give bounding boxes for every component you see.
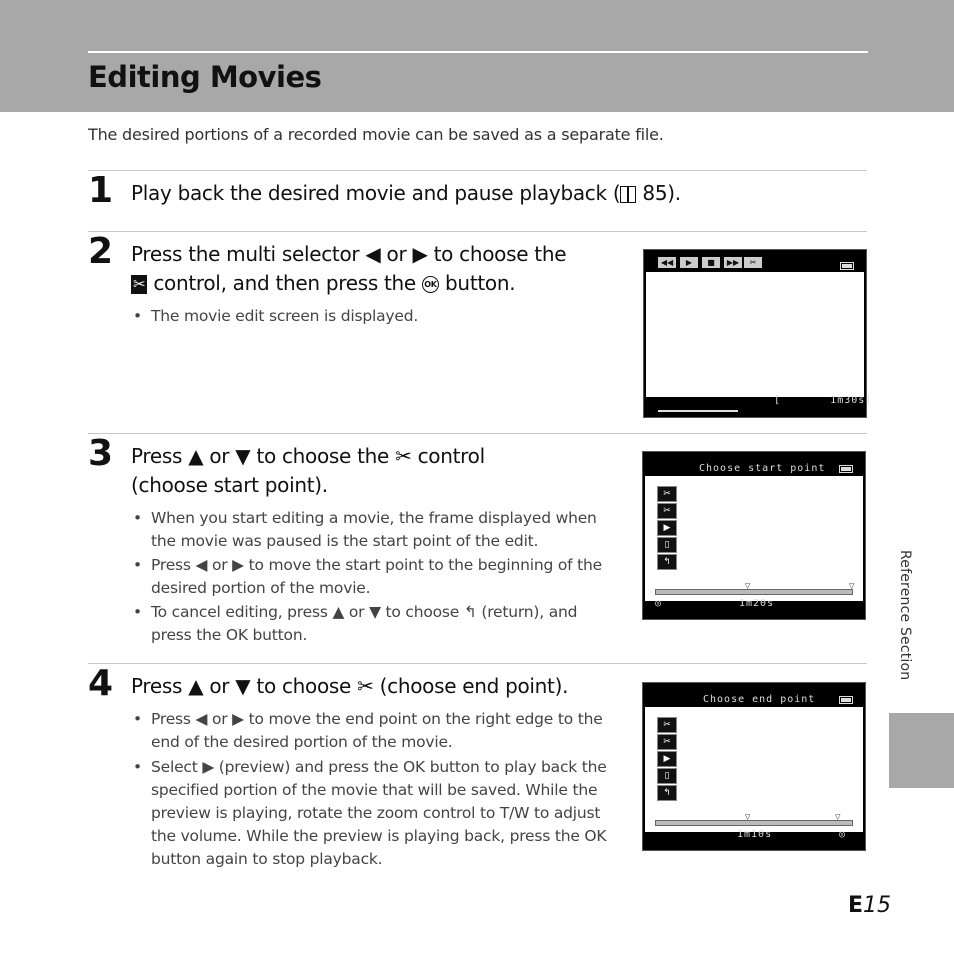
divider — [88, 170, 867, 171]
step-3-text: Press ▲ or ▼ to choose the ✂ control (choose start point). — [131, 444, 485, 497]
edit-track — [655, 820, 853, 826]
start-marker-icon: ▽ — [745, 582, 751, 590]
start-marker-icon: ▽ — [745, 813, 751, 821]
preview-icon: ▶ — [657, 520, 677, 536]
divider — [88, 433, 867, 434]
video-frame — [645, 707, 863, 832]
screen-title: Choose end point — [703, 694, 816, 705]
scissors-icon: ✂ — [133, 275, 146, 293]
bullet-item: • Select ▶ (preview) and press the OK button to play back the specified portion of the movie that will be saved. While the preview is playing, rotate the zoom control to T/W to adjust the volume. While the preview is playing back, press the OK button again to stop playback. — [151, 756, 616, 871]
play-icon: ▶ — [680, 257, 698, 268]
time-readout: [ 1m30s] — [774, 395, 873, 406]
reference-e-icon: E — [848, 893, 864, 918]
progress-bar — [658, 410, 738, 412]
battery-icon — [839, 465, 853, 473]
intro-text: The desired portions of a recorded movie can be saved as a separate file. — [88, 125, 664, 144]
battery-icon — [840, 262, 854, 270]
page-number: E15 — [848, 893, 892, 918]
return-icon: ↰ — [657, 554, 677, 570]
start-point-icon: ✂ — [395, 444, 412, 468]
camera-screen-end-point — [642, 682, 866, 851]
bullet-item: • Press ◀ or ▶ to move the end point on the right edge to the end of the desired portion of the movie. — [151, 708, 616, 754]
time-readout: 1m10s — [737, 829, 773, 840]
dial-icon: ◎ — [839, 829, 847, 840]
screen-title: Choose start point — [699, 463, 826, 474]
book-icon — [620, 186, 636, 203]
stop-icon: ■ — [702, 257, 720, 268]
end-marker-icon: ▽ — [835, 813, 841, 821]
bullet-item: • Press ◀ or ▶ to move the start point to the beginning of the desired portion of the movie. — [151, 554, 616, 600]
section-tab — [889, 713, 954, 788]
rewind-icon: ◀◀ — [658, 257, 676, 268]
step-number: 2 — [88, 231, 114, 272]
arrow-up-icon: ▲ — [188, 674, 204, 698]
step-number: 4 — [88, 663, 114, 704]
header-rule — [88, 51, 868, 53]
arrow-down-icon: ▼ — [235, 674, 251, 698]
start-point-icon: ✂ — [657, 486, 677, 502]
scissors-icon: ✂ — [744, 257, 762, 268]
dial-icon: ◎ — [655, 598, 663, 609]
header-band — [0, 0, 954, 112]
battery-icon — [839, 696, 853, 704]
step-number: 1 — [88, 170, 114, 211]
bullet-item: • To cancel editing, press ▲ or ▼ to choose ↰ (return), and press the OK button. — [151, 601, 616, 647]
start-point-icon: ✂ — [657, 717, 677, 733]
divider — [88, 663, 867, 664]
page-title: Editing Movies — [88, 60, 322, 94]
return-icon: ↰ — [657, 785, 677, 801]
arrow-left-icon: ◀ — [365, 242, 381, 266]
save-icon: ▯ — [657, 537, 677, 553]
step-number: 3 — [88, 433, 114, 474]
divider — [88, 231, 867, 232]
edit-track — [655, 589, 853, 595]
bullet-item: • When you start editing a movie, the frame displayed when the movie was paused is the start point of the edit. — [151, 507, 616, 553]
video-frame — [646, 272, 864, 397]
bullet-item: • The movie edit screen is displayed. — [151, 305, 418, 328]
forward-icon: ▶▶ — [724, 257, 742, 268]
arrow-down-icon: ▼ — [235, 444, 251, 468]
end-point-icon: ✂ — [357, 674, 374, 698]
end-marker-icon: ▽ — [849, 582, 855, 590]
preview-icon: ▶ — [657, 751, 677, 767]
arrow-right-icon: ▶ — [412, 242, 428, 266]
save-icon: ▯ — [657, 768, 677, 784]
camera-screen-start-point — [642, 451, 866, 620]
step-4-text: Press ▲ or ▼ to choose ✂ (choose end point). — [131, 674, 569, 698]
arrow-up-icon: ▲ — [188, 444, 204, 468]
step-2-text: Press the multi selector ◀ or ▶ to choose the ✂ control, and then press the OK button. — [131, 242, 567, 295]
video-frame — [645, 476, 863, 601]
section-label: Reference Section — [897, 550, 913, 681]
end-point-icon: ✂ — [657, 503, 677, 519]
ok-button-icon: OK — [422, 276, 439, 293]
camera-screen-playback — [643, 249, 873, 418]
step-1-text: Play back the desired movie and pause playback ( 85). — [131, 181, 681, 205]
time-readout: 1m20s — [739, 598, 775, 609]
end-point-icon: ✂ — [657, 734, 677, 750]
